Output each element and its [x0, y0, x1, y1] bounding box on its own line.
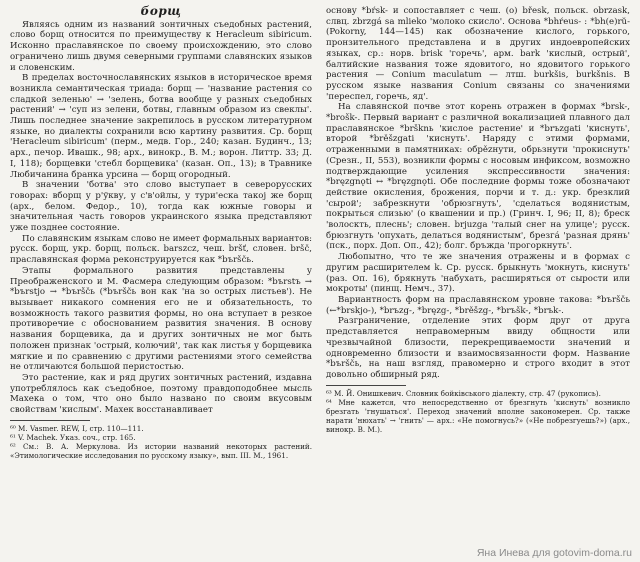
footnote-divider [10, 420, 90, 421]
footnote: ⁶⁰ M. Vasmer. REW, I, стр. 110—111. [10, 423, 144, 433]
paragraph: По славянским языкам слово не имеет формальных вариантов: русск. борщ, укр. борщ, польск. barszcz, чеш. bršť, словен. bršč, праславянская форма реконструируется как *bъrščь. [10, 233, 312, 266]
footnote-divider [326, 385, 406, 386]
right-column [326, 6, 630, 434]
watermark-credit: Яна Инева для gotovim-doma.ru [476, 547, 632, 559]
paragraph: На славянской почве этот корень отражен в формах *brsk-, *brošk-. Первый вариант с различной вокализацией плавного дал праславянское *bršknь 'кислое растение' и *brъzgati 'киснуть', второй *brěšzgati 'киснуть'. Наряду с этими формами, отраженными в памятниках: обрězнути, обрьзнути 'прокиснуть' (Срезн., II, 553), возникли формы с носовым инфиксом, возможно подтверждающие усиления экспрессивности значения: *bręzgnǫti ↔ *bręzgnǫti. Обе последние формы тоже обозначают действие окисления, брожения, порчи и т. д.: укр. брезклий 'сырой'; забрезкнути 'обрюзгнуть', 'сделаться водянистым, покрыться слизью' (о квашении и пр.) (Гринч. I, 96; II, 8); бреск 'волоскть, плеснь'; словен. brjuzga 'талый снег на улице'; русск. брюзгнуть 'опухать, делаться водянистым', брезгá 'разная дрянь' (пск., порх. Доп. Оп., 42); болг. бръжда 'прогоркнуть'. [326, 102, 630, 252]
article-title: борщ [140, 4, 182, 18]
left-column [10, 6, 312, 460]
paragraph: Этапы формального развития представлены у Преображенского и М. Фасмера следующим образом: *bъrstъ → *bъrstjo → *bъrščь (*bъrščь вон как 'на зо острых листьев'). Не вызывает никакого сомнения его не и обязательность, то возможность такого развития формы, но она вступает в резкое противоречие с обоснованием развития значения. В основу названия борщевика, да и других зонтичных не мог быть положен признак 'острый, колючий', так как листья у борщевика мягкие и по сравнению с другими растениями этого семейства не отличаются большой перистостью. [10, 265, 312, 373]
paragraph: Являясь одним из названий зонтичных съедобных растений, слово борщ относится по преимуществу к Heracleum sibiricum. Исконно праславянское по своему происхождению, это слово ограничено лишь двумя северными группами славянских языков и словенским. [10, 19, 312, 73]
paragraph: В значении 'ботва' это слово выступает в северорусских говорах: вборщ у р'ўкву, у с'в'ойлы, у тури'еска такоj же борщ (арх., белом. Федор., 10), тогда как южные говоры и значительная часть говоров украинского языка представляют уже позднее состояние. [10, 180, 312, 234]
paragraph: Это растение, как и ряд других зонтичных растений, издавна употреблялось как съедобное, поэтому правдоподобнее мысль Махека о том, что оно было названо по своим вкусовым свойствам 'кислым'. Махек восстанавливает [10, 372, 312, 416]
paragraph: Любопытно, что те же значения отражены и в формах с другим расширителем k. Ср. русск. брыкнуть 'мокнуть, киснуть' (раз. Оп. 16), брякнуть 'набухать, расширяться от сырости или мокроты' (пинщ. Немч., 37). [326, 252, 630, 295]
paragraph: Разграничение, отделение этих форм друг от друга представляется неправомерным ввиду общности или чрезвычайной близости, перекрещиваемости значений и одновременно близости и взаимосвязанности форм. Название *bъrščь, на наш взгляд, правомерно и строго входит в этот довольно обширный ряд. [326, 316, 630, 380]
paragraph: В пределах восточнославянских языков в историческое время возникла семантическая триада: борщ — 'название растения со сладкой зеленью' → 'зелень, ботва вообще у разных съедобных растений' → 'суп из зелени, ботвы, главным образом из свеклы'. Лишь последнее значение закрепилось в русском литературном языке, но диалекты сохранили всю картину развития. Ср. борщ 'Heracleum sibiricum' (перм., медв. Гор., 240; казан. Будинч., 13; арх., печор. Ивашк., 98; арх., винокр., В. М.; ворон. Литтр. 33; Д. I, 118); борщевки 'стебл борщевика' (казан. Оп., 13); в Травнике Любичанина бранка урсина — борщ огородный. [10, 73, 312, 180]
footnote: ⁶¹ V. Machek. Указ. соч., стр. 165. [10, 432, 136, 442]
footnote: ⁶⁴ Мне кажется, что непосредственно от брезгнуть 'киснуть' возникло брезгать 'гнушаться'. Переход значений вполне закономерен. Ср. также нарати 'нюхать' → 'гнить' — арх.: «Не помогнусь?» («Не побрезгуешь?») (арх., винокр. В. М.). [326, 397, 630, 434]
paragraph: Вариантность форм на праславянском уровне такова: *bъrščь (←*brskjo-), *brъzg-, *bręzg-, *brěšzg-, *brъšk-, *brъk-. [326, 294, 630, 316]
footnote: ⁶³ М. Й. Онишкевич. Словник бойківського діалекту, стр. 47 (рукопись). [326, 388, 601, 398]
paragraph: основу *bŕsk- и сопоставляет с чеш. (o) břesk, польск. obrzask, слвц. zbrzgá sa mlieko 'молоко скисло'. Основа *bhŕeus- : *bh(e)rŭ- (Pokorny, 144—145) как обозначение кислого, горького, пронзительного представлена и в других индоевропейских языках, ср.: норв. brisk 'горечь', арм. bark 'кислый, острый', балтийские названия тоже ядовитого, но ядовитого горького растения — Conium maculatum — лтш. burkšis, burkšnis. В русском языке названия Conium связаны со значениями 'переспел, горечь, яд'. [326, 6, 630, 102]
footnote: ⁶² См.: В. А. Меркулова. Из истории названий некоторых растений. «Этимологические исследования по русскому языку», вып. III. М., 1961. [10, 441, 312, 460]
